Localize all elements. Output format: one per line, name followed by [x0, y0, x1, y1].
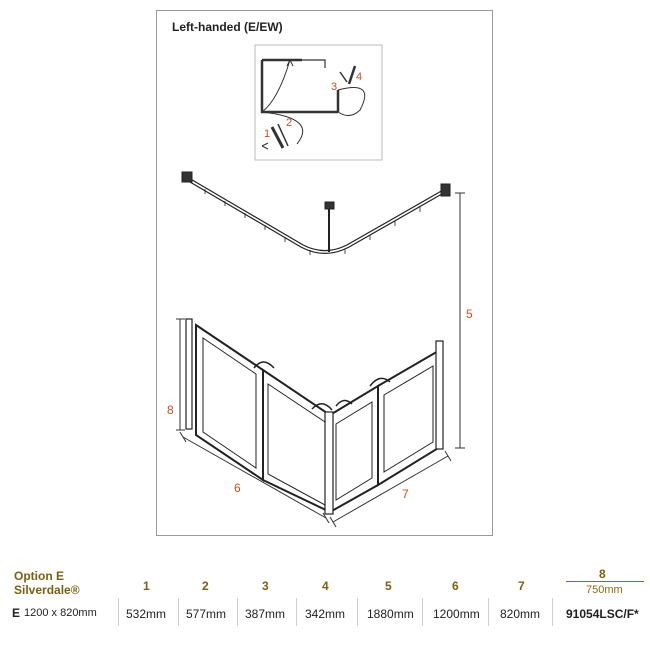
row-size: 1200 x 820mm — [24, 607, 97, 619]
value-cell-5: 1880mm — [367, 607, 414, 621]
col-divider — [552, 598, 553, 626]
dimension-label-6: 6 — [234, 481, 241, 495]
col-divider — [488, 598, 489, 626]
dimension-label-7: 7 — [402, 487, 409, 501]
column-header-5: 5 — [385, 579, 392, 593]
value-cell-3: 387mm — [245, 607, 286, 621]
column-header-2: 2 — [202, 579, 209, 593]
dimension-5 — [455, 193, 465, 448]
option-subtitle: Silverdale® — [14, 583, 80, 597]
column-header-6: 6 — [452, 579, 459, 593]
col-divider — [178, 598, 179, 626]
half-height-screens — [186, 319, 443, 514]
diagram-title: Left-handed (E/EW) — [172, 20, 283, 34]
plan-view — [255, 45, 382, 160]
col-divider — [296, 598, 297, 626]
option-title: Option E — [14, 569, 64, 583]
value-cell-8: 91054LSC/F* — [566, 607, 639, 621]
column-header-3: 3 — [262, 579, 269, 593]
column-8-subheader: 750mm — [586, 584, 623, 596]
value-cell-6: 1200mm — [433, 607, 480, 621]
col-divider — [422, 598, 423, 626]
value-cell-7: 820mm — [500, 607, 541, 621]
plan-label-4: 4 — [356, 71, 363, 83]
value-cell-2: 577mm — [186, 607, 227, 621]
value-cell-4: 342mm — [305, 607, 346, 621]
value-cell-1: 532mm — [126, 607, 167, 621]
column-header-8: 8 — [599, 567, 606, 581]
column-header-1: 1 — [143, 579, 150, 593]
dimension-label-8: 8 — [167, 403, 174, 417]
dimension-label-5: 5 — [466, 307, 473, 321]
curtain-rail — [182, 172, 450, 255]
col-divider — [357, 598, 358, 626]
col-divider — [118, 598, 119, 626]
column-header-4: 4 — [322, 579, 329, 593]
column-8-rule — [566, 581, 644, 582]
col-divider — [237, 598, 238, 626]
row-code: E — [12, 606, 21, 620]
plan-label-1: 1 — [264, 128, 271, 140]
plan-label-2: 2 — [286, 117, 293, 129]
dimension-8 — [176, 319, 185, 430]
plan-label-3: 3 — [331, 81, 338, 93]
column-header-7: 7 — [518, 579, 525, 593]
